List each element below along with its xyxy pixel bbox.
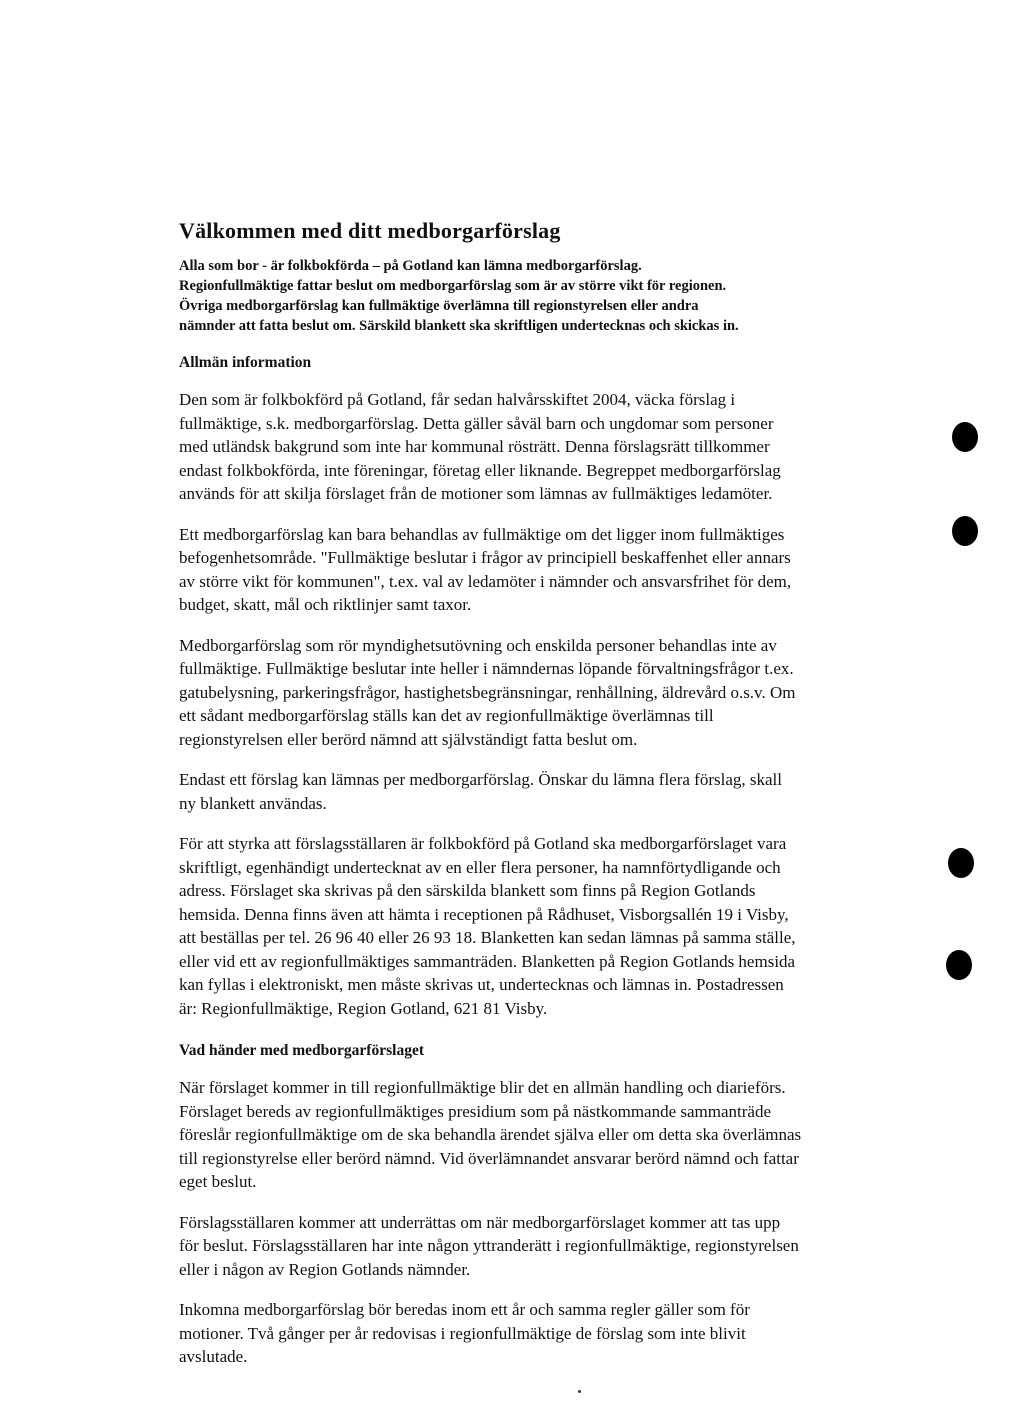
punch-hole-mark <box>952 422 978 452</box>
text-line: Medborgarförslag som rör myndighetsutövning och enskilda personer behandlas inte av <box>179 635 777 655</box>
text-line: avslutade. <box>179 1347 248 1366</box>
text-line: gatubelysning, parkeringsfrågor, hastighetsbegränsningar, renhållning, äldrevård o.s.v. Om <box>179 682 796 702</box>
text-line: endast folkbokförda, inte föreningar, företag eller liknande. Begreppet medborgarförslag <box>179 460 781 480</box>
paragraph <box>179 634 879 752</box>
text-line: till regionstyrelse eller berörd nämnd. Vid överlämnandet ansvarar berörd nämnd och fattar <box>179 1148 799 1168</box>
document-body <box>179 218 879 1386</box>
scan-speck <box>578 1390 581 1393</box>
paragraph <box>179 1076 879 1194</box>
text-line: Förslaget bereds av regionfullmäktiges presidium som på nästkommande sammanträde <box>179 1101 772 1121</box>
punch-hole-mark <box>948 848 974 878</box>
text-line: att beställas per tel. 26 96 40 eller 26 93 18. Blanketten kan sedan lämnas på samma ställe, <box>179 928 796 947</box>
text-line: Förslagsställaren kommer att underrättas om när medborgarförslaget kommer att tas upp <box>179 1212 781 1232</box>
text-line: befogenhetsområde. "Fullmäktige beslutar i frågor av principiell beskaffenhet eller annars <box>179 548 791 567</box>
text-line: av större vikt för kommunen", t.ex. val av ledamöter i nämnder och ansvarsfrihet för dem, <box>179 571 792 591</box>
paragraph <box>179 768 879 815</box>
text-line: skriftligt, egenhändigt undertecknat av en eller flera personer, ha namnförtydligande och <box>179 857 781 877</box>
text-line: Ett medborgarförslag kan bara behandlas av fullmäktige om det ligger inom fullmäktiges <box>179 524 785 544</box>
punch-hole-mark <box>946 950 972 980</box>
text-line: föreslår regionfullmäktige om de ska behandla ärendet själva eller om detta ska överlämnas <box>179 1125 802 1144</box>
text-line: eller vid ett av regionfullmäktiges sammanträden. Blanketten på Region Gotlands hemsida <box>179 951 796 971</box>
text-line: för beslut. Förslagsställaren har inte någon yttranderätt i regionfullmäktige, regionstyrelsen <box>179 1236 799 1255</box>
text-line: eget beslut. <box>179 1172 257 1191</box>
text-line: ny blankett användas. <box>179 793 327 813</box>
text-line: Inkomna medborgarförslag bör beredas inom ett år och samma regler gäller som för <box>179 1300 750 1319</box>
text-line: hemsida. Denna finns även att hämta i receptionen på Rådhuset, Visborgsallén 19 i Visby, <box>179 904 789 924</box>
paragraph <box>179 1298 879 1369</box>
text-line: Endast ett förslag kan lämnas per medborgarförslag. Önskar du lämna flera förslag, skall <box>179 770 782 789</box>
text-line: adress. Förslaget ska skrivas på den särskilda blankett som finns på Region Gotlands <box>179 881 756 900</box>
text-line: fullmäktige. Fullmäktige beslutar inte heller i nämndernas löpande förvaltningsfrågor t.ex. <box>179 659 794 678</box>
text-line: När förslaget kommer in till regionfullmäktige blir det en allmän handling och diarieförs. <box>179 1078 786 1097</box>
section-heading-general-info: Allmän information <box>179 354 312 371</box>
text-line: motioner. Två gånger per år redovisas i regionfullmäktige de förslag som inte blivit <box>179 1323 746 1343</box>
intro-line: Alla som bor - är folkbokförda – på Gotland kan lämna medborgarförslag. <box>179 258 642 274</box>
punch-hole-mark <box>952 516 978 546</box>
text-line: Den som är folkbokförd på Gotland, får sedan halvårsskiftet 2004, väcka förslag i <box>179 390 736 409</box>
paragraph <box>179 523 879 617</box>
text-line: med utländsk bakgrund som inte har kommunal rösträtt. Denna förslagsrätt tillkommer <box>179 437 770 456</box>
text-line: fullmäktige, s.k. medborgarförslag. Detta gäller såväl barn och ungdomar som personer <box>179 413 774 433</box>
text-line: budget, skatt, mål och riktlinjer samt taxor. <box>179 595 472 614</box>
intro-paragraph <box>179 256 879 336</box>
text-line: eller i någon av Region Gotlands nämnder. <box>179 1259 471 1279</box>
text-line: är: Regionfullmäktige, Region Gotland, 621 81 Visby. <box>179 998 548 1018</box>
page-title: Välkommen med ditt medborgarförslag <box>179 218 561 243</box>
paragraph <box>179 832 879 1020</box>
paragraph <box>179 388 879 506</box>
intro-line: Regionfullmäktige fattar beslut om medborgarförslag som är av större vikt för regionen. <box>179 278 727 294</box>
section-heading-what-happens: Vad händer med medborgarförslaget <box>179 1042 424 1059</box>
text-line: används för att skilja förslaget från de motioner som lämnas av fullmäktiges ledamöter. <box>179 484 773 503</box>
text-line: regionstyrelsen eller berörd nämnd att självständigt fatta beslut om. <box>179 729 638 749</box>
text-line: ett sådant medborgarförslag ställs kan det av regionfullmäktige överlämnas till <box>179 706 714 725</box>
paragraph <box>179 1211 879 1282</box>
text-line: kan fyllas i elektroniskt, men måste skrivas ut, undertecknas och lämnas in. Postadressen <box>179 975 784 994</box>
intro-line: nämnder att fatta beslut om. Särskild blankett ska skriftligen undertecknas och skickas in. <box>179 318 739 334</box>
intro-line: Övriga medborgarförslag kan fullmäktige överlämna till regionstyrelsen eller andra <box>179 298 699 314</box>
text-line: För att styrka att förslagsställaren är folkbokförd på Gotland ska medborgarförslaget vara <box>179 834 787 853</box>
